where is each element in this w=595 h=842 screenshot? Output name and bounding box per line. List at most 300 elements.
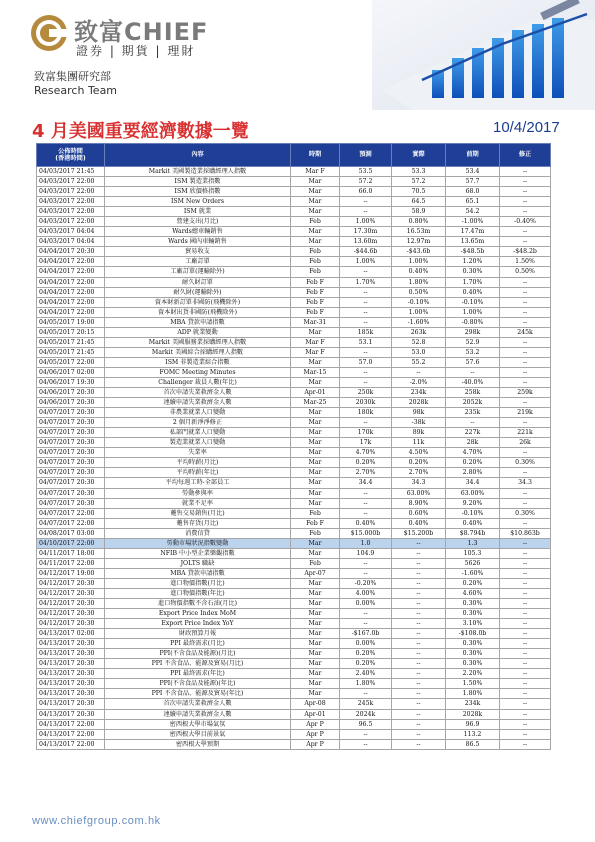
cell-previous: 2028k	[446, 709, 500, 719]
cell-revised: --	[500, 337, 551, 347]
cell-forecast: --	[340, 558, 392, 568]
cell-forecast: 17.30m	[340, 227, 392, 237]
cell-revised: --	[500, 699, 551, 709]
table-row	[37, 478, 551, 488]
cell-release-time: 04/03/2017 21:45	[37, 167, 105, 177]
cell-period: Feb F	[291, 307, 340, 317]
cell-revised: --	[500, 709, 551, 719]
cell-release-time: 04/12/2017 20:30	[37, 588, 105, 598]
cell-period: Mar	[291, 478, 340, 488]
cell-previous: 53.2	[446, 347, 500, 357]
cell-previous: -1.60%	[446, 568, 500, 578]
cell-revised: --	[500, 237, 551, 247]
table-row	[37, 408, 551, 418]
cell-period: Mar	[291, 408, 340, 418]
cell-revised: --	[500, 558, 551, 568]
table-row	[37, 197, 551, 207]
research-line-chinese: 致富集團研究部	[34, 70, 111, 83]
cell-release-time: 04/13/2017 22:00	[37, 729, 105, 739]
cell-previous: 54.2	[446, 207, 500, 217]
cell-forecast: --	[340, 367, 392, 377]
cell-period: Mar	[291, 659, 340, 669]
cell-period: Mar	[291, 357, 340, 367]
cell-period: Mar-31	[291, 317, 340, 327]
cell-forecast: 0.20%	[340, 659, 392, 669]
table-row	[37, 729, 551, 739]
cell-actual: --	[392, 619, 446, 629]
cell-content: MBA 貸款申請指數	[105, 568, 291, 578]
cell-previous: 258k	[446, 388, 500, 398]
cell-forecast: --	[340, 347, 392, 357]
cell-content: 耐久財訂單	[105, 277, 291, 287]
cell-release-time: 04/04/2017 22:00	[37, 287, 105, 297]
cell-previous: -0.10%	[446, 297, 500, 307]
cell-previous: -0.80%	[446, 317, 500, 327]
cell-content: 營建支出(月比)	[105, 217, 291, 227]
cell-actual: --	[392, 689, 446, 699]
cell-content: Wards 國內車輛銷售	[105, 237, 291, 247]
cell-previous: 28k	[446, 438, 500, 448]
cell-revised: --	[500, 448, 551, 458]
cell-actual: 57.2	[392, 177, 446, 187]
cell-release-time: 04/06/2017 02:00	[37, 367, 105, 377]
page-title: 4 月美國重要經濟數據一覽	[32, 121, 249, 142]
cell-actual: --	[392, 629, 446, 639]
table-row	[37, 247, 551, 257]
cell-actual: 16.53m	[392, 227, 446, 237]
cell-content: ISM 非製造業綜合指數	[105, 357, 291, 367]
cell-actual: 70.5	[392, 187, 446, 197]
cell-period: Mar	[291, 227, 340, 237]
cell-content: 密西根大學預期	[105, 739, 291, 749]
cell-forecast: 57.0	[340, 357, 392, 367]
cell-period: Mar	[291, 619, 340, 629]
cell-period: Mar	[291, 609, 340, 619]
cell-actual: 34.3	[392, 478, 446, 488]
cell-revised: $10.863b	[500, 528, 551, 538]
cell-forecast: --	[340, 267, 392, 277]
cell-period: Mar	[291, 177, 340, 187]
cell-content: PPI(不含食品及能源)(年比)	[105, 679, 291, 689]
cell-previous: 2.80%	[446, 468, 500, 478]
cell-content: ISM New Orders	[105, 197, 291, 207]
cell-release-time: 04/07/2017 20:30	[37, 478, 105, 488]
cell-period: Mar	[291, 458, 340, 468]
cell-revised: --	[500, 187, 551, 197]
cell-content: 平均時薪(月比)	[105, 458, 291, 468]
table-row	[37, 257, 551, 267]
cell-revised: 219k	[500, 408, 551, 418]
cell-actual: --	[392, 709, 446, 719]
cell-period: Feb F	[291, 518, 340, 528]
cell-forecast: --	[340, 297, 392, 307]
table-row	[37, 418, 551, 428]
cell-actual: 64.5	[392, 197, 446, 207]
table-row	[37, 438, 551, 448]
table-row	[37, 277, 551, 287]
cell-content: NFIB 中小型企業樂觀指數	[105, 548, 291, 558]
cell-period: Mar	[291, 629, 340, 639]
cell-content: 進口物價指數(月比)	[105, 578, 291, 588]
table-row	[37, 498, 551, 508]
cell-previous: 68.0	[446, 187, 500, 197]
cell-content: JOLTS 職缺	[105, 558, 291, 568]
cell-actual: --	[392, 588, 446, 598]
header-previous: 前期	[446, 144, 500, 167]
table-row	[37, 167, 551, 177]
cell-previous: 17.47m	[446, 227, 500, 237]
table-row	[37, 568, 551, 578]
cell-revised: 0.30%	[500, 458, 551, 468]
cell-content: 勞動市場狀況指數變動	[105, 538, 291, 548]
cell-actual: --	[392, 649, 446, 659]
table-row	[37, 327, 551, 337]
cell-content: 躉售存貨(月比)	[105, 518, 291, 528]
cell-release-time: 04/03/2017 22:00	[37, 187, 105, 197]
cell-period: Feb F	[291, 297, 340, 307]
cell-actual: 1.00%	[392, 307, 446, 317]
cell-previous: 57.6	[446, 357, 500, 367]
header-release-time: 公佈時間 (香港時間)	[37, 144, 105, 167]
cell-forecast: --	[340, 207, 392, 217]
cell-content: PPI 最終需求(月比)	[105, 639, 291, 649]
table-row	[37, 367, 551, 377]
cell-forecast: 2024k	[340, 709, 392, 719]
cell-actual: 4.50%	[392, 448, 446, 458]
cell-release-time: 04/11/2017 22:00	[37, 558, 105, 568]
cell-forecast: --	[340, 689, 392, 699]
cell-actual: 0.40%	[392, 518, 446, 528]
cell-forecast: $15.000b	[340, 528, 392, 538]
cell-forecast: 1.70%	[340, 277, 392, 287]
table-row	[37, 578, 551, 588]
cell-actual: --	[392, 679, 446, 689]
header-content: 內容	[105, 144, 291, 167]
cell-revised: --	[500, 498, 551, 508]
cell-forecast: --	[340, 418, 392, 428]
brand-subtitle: 證券 | 期貨 | 理財	[76, 44, 196, 58]
cell-period: Apr P	[291, 739, 340, 749]
cell-previous: 235k	[446, 408, 500, 418]
table-row	[37, 619, 551, 629]
cell-forecast: 13.60m	[340, 237, 392, 247]
cell-previous: 57.7	[446, 177, 500, 187]
cell-revised: --	[500, 578, 551, 588]
cell-period: Feb F	[291, 287, 340, 297]
cell-period: Feb	[291, 528, 340, 538]
cell-period: Mar	[291, 649, 340, 659]
header-actual: 實際	[392, 144, 446, 167]
cell-previous: 2052k	[446, 398, 500, 408]
table-row	[37, 307, 551, 317]
cell-release-time: 04/04/2017 20:30	[37, 247, 105, 257]
cell-period: Mar-25	[291, 398, 340, 408]
cell-release-time: 04/13/2017 22:00	[37, 739, 105, 749]
cell-content: ADP 就業變動	[105, 327, 291, 337]
cell-previous: -0.10%	[446, 508, 500, 518]
cell-forecast: --	[340, 729, 392, 739]
cell-content: 消費信貸	[105, 528, 291, 538]
cell-release-time: 04/13/2017 22:00	[37, 719, 105, 729]
cell-actual: 53.0	[392, 347, 446, 357]
cell-revised: --	[500, 347, 551, 357]
cell-content: 密西根大學市場氣氛	[105, 719, 291, 729]
cell-actual: -1.60%	[392, 317, 446, 327]
cell-period: Mar	[291, 327, 340, 337]
cell-period: Mar	[291, 689, 340, 699]
cell-actual: --	[392, 729, 446, 739]
cell-revised: --	[500, 357, 551, 367]
cell-content: 工廠訂單(運輸除外)	[105, 267, 291, 277]
cell-previous: 53.4	[446, 167, 500, 177]
table-row	[37, 548, 551, 558]
cell-content: 進口物價指數(年比)	[105, 588, 291, 598]
table-row	[37, 187, 551, 197]
cell-period: Mar F	[291, 167, 340, 177]
cell-actual: -2.0%	[392, 377, 446, 387]
cell-release-time: 04/05/2017 20:15	[37, 327, 105, 337]
cell-content: Markit 美國製造業採購經理人指數	[105, 167, 291, 177]
table-row	[37, 287, 551, 297]
table-row	[37, 388, 551, 398]
cell-actual: --	[392, 367, 446, 377]
table-row	[37, 719, 551, 729]
cell-period: Mar	[291, 377, 340, 387]
cell-revised: --	[500, 398, 551, 408]
cell-content: 進口物價指數不含石油(月比)	[105, 599, 291, 609]
cell-period: Mar	[291, 679, 340, 689]
cell-period: Feb F	[291, 277, 340, 287]
table-row	[37, 458, 551, 468]
cell-actual: --	[392, 719, 446, 729]
cell-previous: -1.00%	[446, 217, 500, 227]
cell-content: Export Price Index YoY	[105, 619, 291, 629]
table-row	[37, 538, 551, 548]
cell-previous: 4.70%	[446, 448, 500, 458]
cell-revised: --	[500, 518, 551, 528]
cell-content: 製造業就業人口變動	[105, 438, 291, 448]
cell-revised: --	[500, 287, 551, 297]
table-row	[37, 428, 551, 438]
cell-actual: --	[392, 568, 446, 578]
cell-release-time: 04/11/2017 18:00	[37, 548, 105, 558]
cell-forecast: 1.00%	[340, 257, 392, 267]
cell-forecast: --	[340, 739, 392, 749]
cell-previous: 4.60%	[446, 588, 500, 598]
table-row	[37, 689, 551, 699]
cell-release-time: 04/05/2017 22:00	[37, 357, 105, 367]
cell-content: 耐久財(運輸除外)	[105, 287, 291, 297]
cell-content: ISM 製造業指數	[105, 177, 291, 187]
cell-previous: 65.1	[446, 197, 500, 207]
cell-period: Mar	[291, 578, 340, 588]
cell-forecast: 0.40%	[340, 518, 392, 528]
cell-release-time: 04/03/2017 22:00	[37, 197, 105, 207]
cell-forecast: 17k	[340, 438, 392, 448]
cell-forecast: 34.4	[340, 478, 392, 488]
cell-revised: --	[500, 689, 551, 699]
cell-previous: 234k	[446, 699, 500, 709]
cell-forecast: --	[340, 488, 392, 498]
table-row	[37, 518, 551, 528]
cell-actual: 98k	[392, 408, 446, 418]
cell-release-time: 04/07/2017 20:30	[37, 488, 105, 498]
cell-forecast: 96.5	[340, 719, 392, 729]
cell-period: Mar F	[291, 337, 340, 347]
cell-period: Mar	[291, 187, 340, 197]
cell-release-time: 04/07/2017 20:30	[37, 448, 105, 458]
cell-forecast: 1.0	[340, 538, 392, 548]
cell-revised: --	[500, 177, 551, 187]
cell-release-time: 04/05/2017 21:45	[37, 347, 105, 357]
cell-revised: 259k	[500, 388, 551, 398]
cell-forecast: --	[340, 197, 392, 207]
cell-forecast: 250k	[340, 388, 392, 398]
cell-revised: --	[500, 367, 551, 377]
cell-period: Mar	[291, 548, 340, 558]
cell-forecast: --	[340, 377, 392, 387]
cell-release-time: 04/07/2017 20:30	[37, 468, 105, 478]
cell-forecast: 245k	[340, 699, 392, 709]
cell-actual: 8.90%	[392, 498, 446, 508]
table-row	[37, 739, 551, 749]
cell-release-time: 04/12/2017 19:00	[37, 568, 105, 578]
cell-previous: 96.9	[446, 719, 500, 729]
cell-content: 資本財新訂單非國防(飛機除外)	[105, 297, 291, 307]
cell-period: Feb	[291, 257, 340, 267]
cell-period: Mar	[291, 488, 340, 498]
cell-release-time: 04/12/2017 20:30	[37, 578, 105, 588]
cell-forecast: --	[340, 619, 392, 629]
cell-previous: 0.30%	[446, 599, 500, 609]
table-row	[37, 649, 551, 659]
cell-revised: 245k	[500, 327, 551, 337]
table-row	[37, 337, 551, 347]
cell-period: Mar	[291, 197, 340, 207]
cell-revised: --	[500, 669, 551, 679]
table-row	[37, 237, 551, 247]
cell-release-time: 04/13/2017 20:30	[37, 639, 105, 649]
cell-release-time: 04/06/2017 20:30	[37, 398, 105, 408]
cell-period: Mar-15	[291, 367, 340, 377]
cell-revised: --	[500, 568, 551, 578]
cell-forecast: 0.20%	[340, 458, 392, 468]
cell-previous: 113.2	[446, 729, 500, 739]
cell-forecast: 0.00%	[340, 599, 392, 609]
cell-content: 私部門就業人口變動	[105, 428, 291, 438]
cell-content: 密西根大學目前景氣	[105, 729, 291, 739]
cell-revised: --	[500, 418, 551, 428]
cell-previous: 0.30%	[446, 649, 500, 659]
cell-release-time: 04/04/2017 22:00	[37, 257, 105, 267]
cell-revised: --	[500, 629, 551, 639]
cell-period: Mar	[291, 428, 340, 438]
table-row	[37, 588, 551, 598]
cell-release-time: 04/04/2017 22:00	[37, 267, 105, 277]
cell-actual: --	[392, 669, 446, 679]
cell-release-time: 04/04/2017 22:00	[37, 277, 105, 287]
cell-release-time: 04/08/2017 03:00	[37, 528, 105, 538]
cell-previous: --	[446, 418, 500, 428]
cell-revised: 26k	[500, 438, 551, 448]
cell-forecast: 2.40%	[340, 669, 392, 679]
cell-content: 就業不足率	[105, 498, 291, 508]
cell-forecast: 53.1	[340, 337, 392, 347]
cell-period: Feb	[291, 217, 340, 227]
table-row	[37, 227, 551, 237]
cell-content: 工廠訂單	[105, 257, 291, 267]
chief-logo-icon	[30, 14, 68, 52]
cell-forecast: 53.5	[340, 167, 392, 177]
cell-period: Mar	[291, 639, 340, 649]
cell-forecast: -0.20%	[340, 578, 392, 588]
cell-release-time: 04/07/2017 20:30	[37, 458, 105, 468]
cell-previous: 0.20%	[446, 578, 500, 588]
cell-forecast: --	[340, 568, 392, 578]
cell-revised: --	[500, 639, 551, 649]
cell-revised: 221k	[500, 428, 551, 438]
cell-actual: 0.40%	[392, 267, 446, 277]
cell-content: 首次申請失業救濟金人數	[105, 699, 291, 709]
cell-revised: --	[500, 297, 551, 307]
table-row	[37, 207, 551, 217]
cell-revised: 1.50%	[500, 257, 551, 267]
cell-actual: 63.00%	[392, 488, 446, 498]
cell-previous: 2.20%	[446, 669, 500, 679]
cell-release-time: 04/03/2017 22:00	[37, 217, 105, 227]
cell-actual: 0.20%	[392, 458, 446, 468]
cell-period: Apr-08	[291, 699, 340, 709]
cell-content: PPI 不含食品、能源及貿易(年比)	[105, 689, 291, 699]
cell-revised: --	[500, 468, 551, 478]
table-row	[37, 357, 551, 367]
cell-actual: --	[392, 599, 446, 609]
table-row	[37, 629, 551, 639]
cell-previous: 5626	[446, 558, 500, 568]
footer-website: www.chiefgroup.com.hk	[32, 815, 161, 827]
cell-revised: --	[500, 679, 551, 689]
header-revised: 修正	[500, 144, 551, 167]
cell-actual: 53.3	[392, 167, 446, 177]
cell-actual: 2028k	[392, 398, 446, 408]
table-row	[37, 448, 551, 458]
cell-content: Export Price Index MoM	[105, 609, 291, 619]
cell-forecast: 2030k	[340, 398, 392, 408]
cell-forecast: 57.2	[340, 177, 392, 187]
cell-period: Apr P	[291, 729, 340, 739]
cell-actual: --	[392, 578, 446, 588]
cell-actual: 52.8	[392, 337, 446, 347]
cell-actual: 0.50%	[392, 287, 446, 297]
cell-revised: --	[500, 659, 551, 669]
cell-actual: --	[392, 639, 446, 649]
cell-release-time: 04/04/2017 22:00	[37, 297, 105, 307]
cell-actual: --	[392, 558, 446, 568]
table-row	[37, 468, 551, 478]
cell-release-time: 04/07/2017 22:00	[37, 508, 105, 518]
cell-actual: 234k	[392, 388, 446, 398]
cell-previous: 86.5	[446, 739, 500, 749]
cell-release-time: 04/07/2017 20:30	[37, 408, 105, 418]
cell-previous: 1.50%	[446, 679, 500, 689]
cell-content: ISM 就業	[105, 207, 291, 217]
header-period: 時期	[291, 144, 340, 167]
table-row	[37, 528, 551, 538]
cell-previous: -$108.0b	[446, 629, 500, 639]
cell-forecast: --	[340, 287, 392, 297]
cell-release-time: 04/03/2017 04:04	[37, 227, 105, 237]
cell-release-time: 04/07/2017 20:30	[37, 428, 105, 438]
